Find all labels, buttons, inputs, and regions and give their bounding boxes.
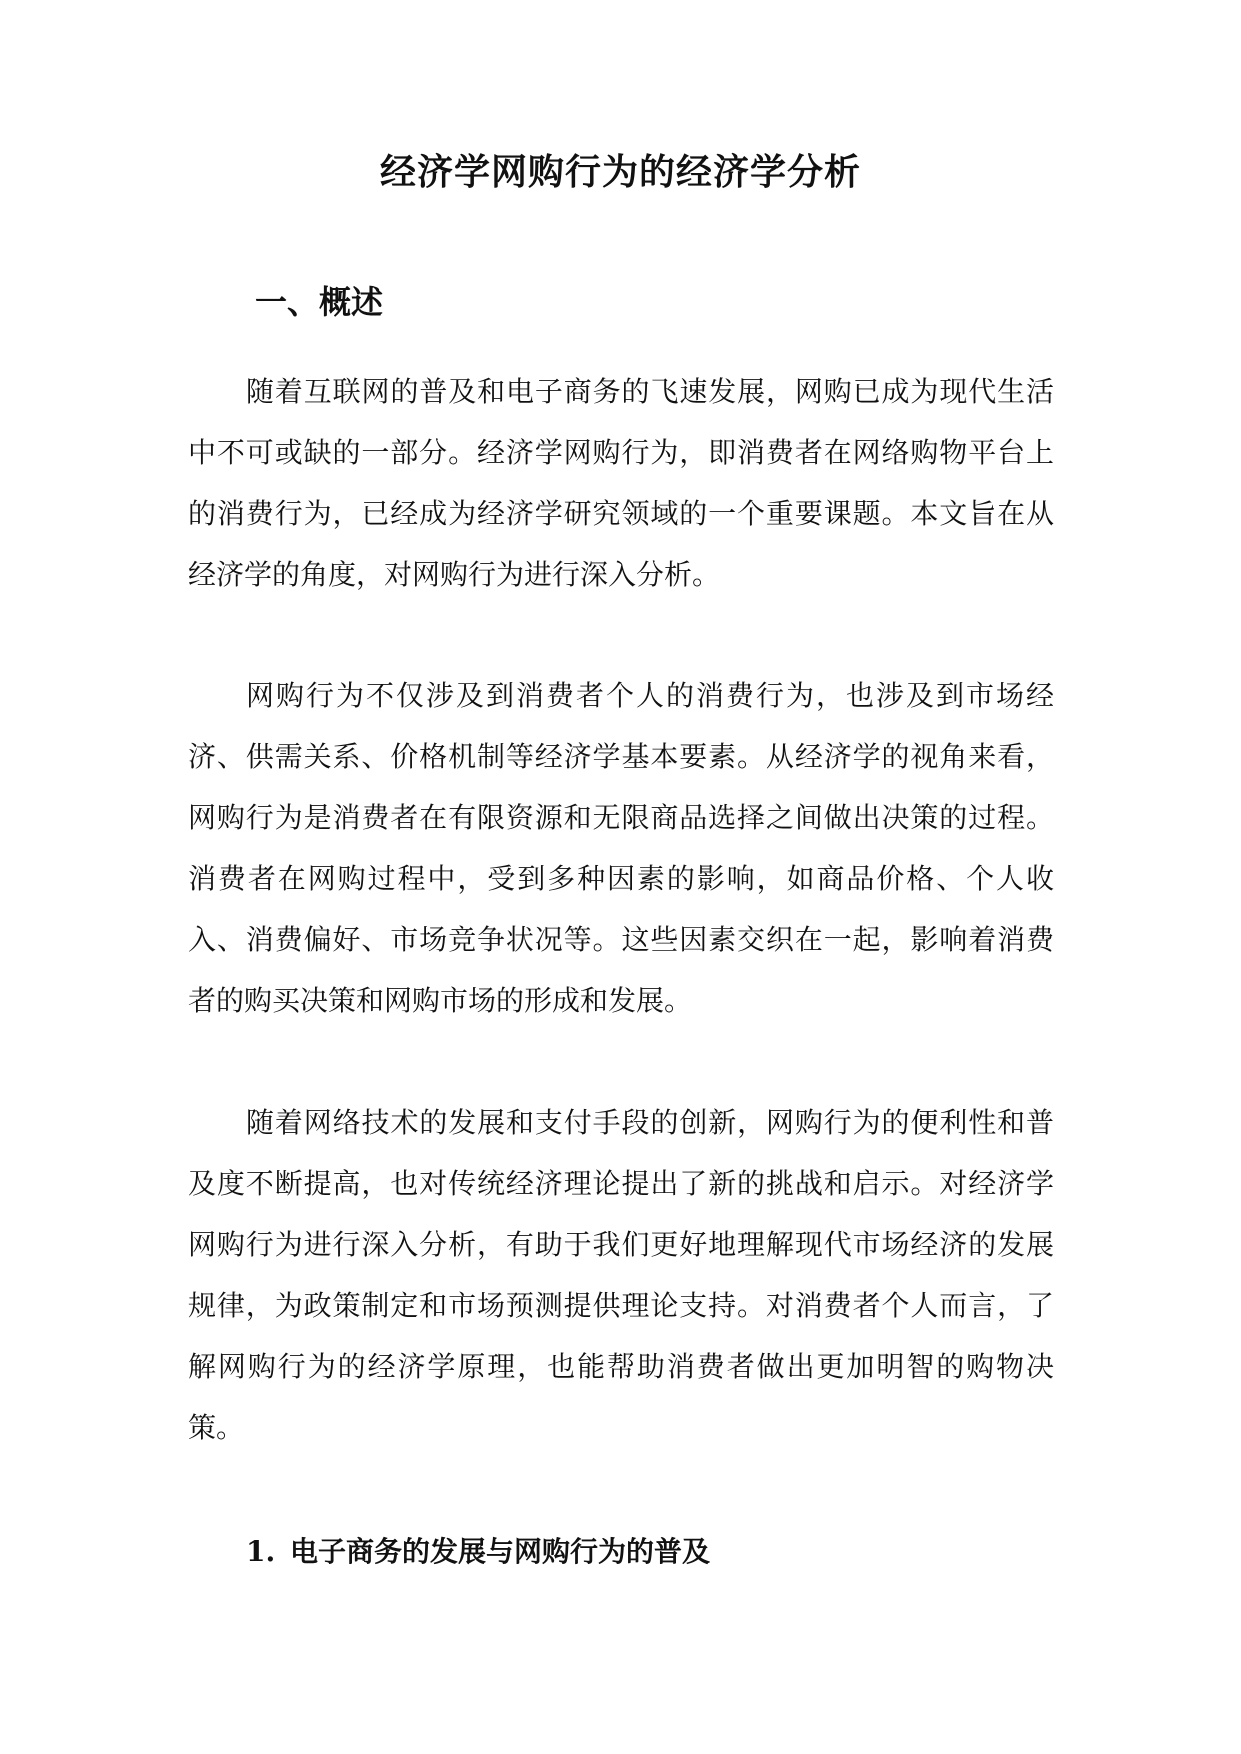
document-title: 经济学网购行为的经济学分析 bbox=[379, 151, 861, 193]
paragraph: 网购行为不仅涉及到消费者个人的消费行为，也涉及到市场经济、供需关系、价格机制等经济学基本要素。从经济学的视角来看，网购行为是消费者在有限资源和无限商品选择之间做出决策的过程。消费者在网购过程中，受到多种因素的影响，如商品价格、个人收入、消费偏好、市场竞争状况等。这些因素交织在一起，影响着消费者的购买决策和网购市场的形成和发展。 bbox=[188, 679, 1054, 1017]
paragraph: 随着互联网的普及和电子商务的飞速发展，网购已成为现代生活中不可或缺的一部分。经济学网购行为，即消费者在网络购物平台上的消费行为，已经成为经济学研究领域的一个重要课题。本文旨在从经济学的角度，对网购行为进行深入分析。 bbox=[188, 375, 1054, 591]
subsection-title: 电子商务的发展与网购行为的普及 bbox=[290, 1535, 711, 1568]
subsection-heading bbox=[246, 1532, 710, 1572]
section-heading: 一、概述 bbox=[255, 283, 384, 321]
paragraph: 随着网络技术的发展和支付手段的创新，网购行为的便利性和普及度不断提高，也对传统经济理论提出了新的挑战和启示。对经济学网购行为进行深入分析，有助于我们更好地理解现代市场经济的发展规律，为政策制定和市场预测提供理论支持。对消费者个人而言，了解网购行为的经济学原理，也能帮助消费者做出更加明智的购物决策。 bbox=[188, 1106, 1054, 1444]
subsection-number: 1. bbox=[246, 1535, 276, 1568]
